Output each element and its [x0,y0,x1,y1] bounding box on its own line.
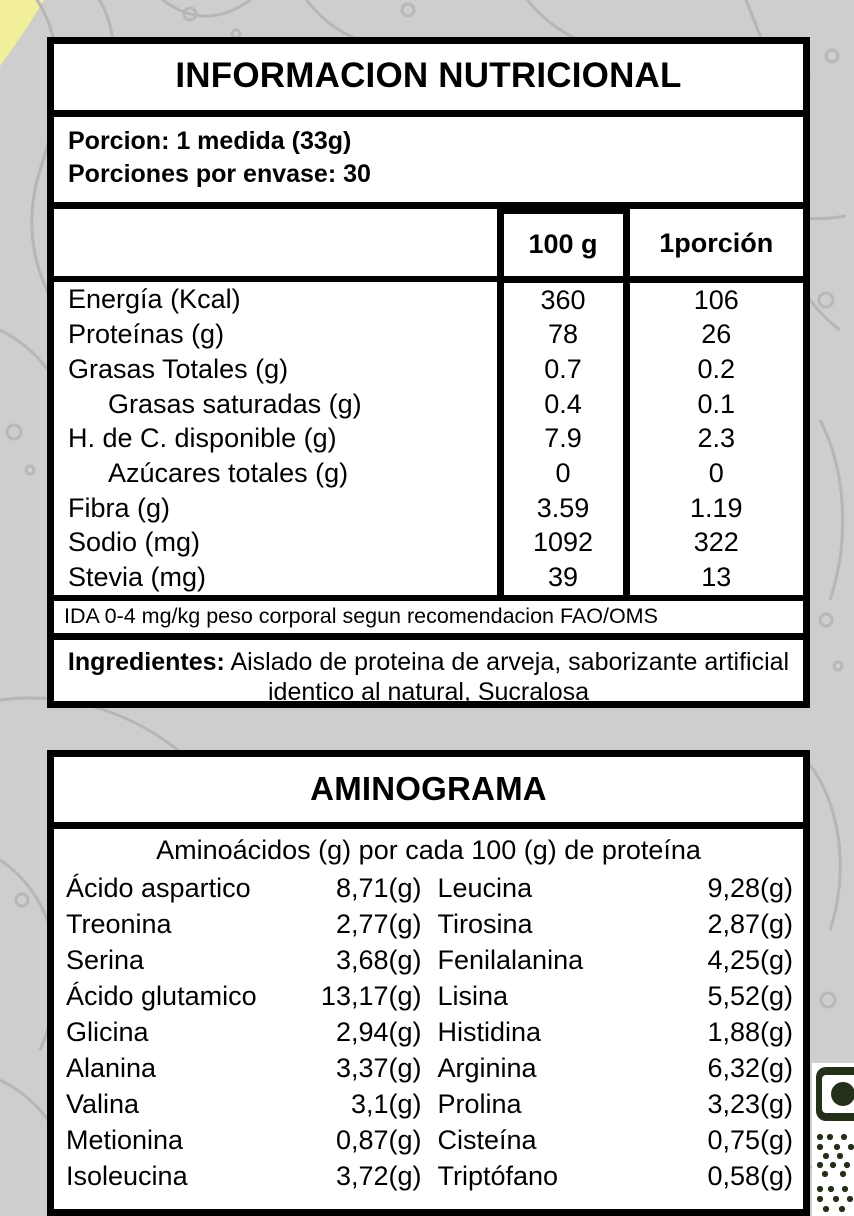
nutrient-value-per-portion: 2.3 [697,423,736,454]
amino-acid-value: 3,37(g) [335,1053,422,1083]
nutrient-value-per-100g: 0 [500,456,626,491]
nutrient-table-body [54,279,803,598]
nutrient-table [54,209,803,601]
amino-acid-name: Isoleucina [66,1161,188,1191]
nutrient-value-per-portion: 13 [626,560,803,598]
amino-acid-name: Tirosina [437,909,533,939]
nutrient-value-per-portion: 26 [701,319,732,350]
column-header-per-portion: 1porción [626,211,803,279]
amino-acid-name: Triptófano [437,1161,559,1191]
amino-acid-name: Valina [66,1089,140,1119]
amino-acid-row [66,1158,422,1194]
nutrient-label: Proteínas (g) [68,319,225,350]
amino-acid-row [438,1158,794,1194]
serving-size: Porcion: 1 medida (33g) [68,127,352,155]
amino-acid-name: Lisina [437,981,509,1011]
column-header-nutrient [54,211,500,279]
nutrient-value-per-portion: 322 [693,527,739,558]
nutrient-value-per-100g: 78 [500,317,626,352]
nutrient-value-per-100g: 39 [500,560,626,598]
aminogram-left-column [54,870,428,1194]
amino-acid-row [438,906,794,942]
nutrient-value-per-portion: 0 [708,458,724,489]
amino-acid-value: 0,87(g) [335,1125,422,1155]
aminogram-subtitle: Aminoácidos (g) por cada 100 (g) de proteína [156,835,701,865]
amino-acid-value: 13,17(g) [320,981,422,1011]
amino-acid-row [438,1122,794,1158]
amino-acid-row [438,870,794,906]
aminogram-panel [47,750,810,1216]
amino-acid-value: 3,1(g) [350,1089,422,1119]
nutrient-label: Energía (Kcal) [68,284,241,315]
amino-acid-name: Alanina [66,1053,157,1083]
amino-acid-name: Leucina [437,873,533,903]
aminogram-right-column [428,870,802,1194]
amino-acid-row [438,1050,794,1086]
table-row [54,279,803,317]
amino-acid-value: 4,25(g) [707,945,793,975]
nutrient-label: Grasas saturadas (g) [108,388,362,419]
amino-acid-name: Histidina [437,1017,542,1047]
amino-acid-value: 1,88(g) [707,1017,793,1047]
nutrient-value-per-100g: 360 [500,279,626,317]
nutrition-facts-panel [47,37,810,708]
qr-code[interactable] [812,1063,854,1216]
amino-acid-name: Metionina [66,1125,184,1155]
nutrient-value-per-portion: 106 [693,284,739,315]
amino-acid-name: Arginina [437,1053,537,1083]
table-row [54,421,803,456]
amino-acid-row [66,1050,422,1086]
table-row [54,456,803,491]
amino-acid-row [66,1014,422,1050]
amino-acid-row [66,978,422,1014]
nutrient-value-per-100g: 3.59 [500,491,626,526]
nutrient-label: H. de C. disponible (g) [68,423,337,454]
nutrient-label: Stevia (mg) [54,560,500,598]
nutrient-value-per-portion: 1.19 [689,492,743,523]
amino-acid-row [438,1014,794,1050]
qr-code-graphic [812,1063,854,1216]
amino-acid-row [66,1086,422,1122]
aminogram-panel-title: AMINOGRAMA [54,757,803,829]
ingredients-text: Aislado de proteina de arveja, saborizante artificial identico al natural, Sucralosa [224,647,790,706]
amino-acid-row [438,978,794,1014]
amino-acid-value: 3,23(g) [707,1089,793,1119]
amino-acid-value: 3,68(g) [335,945,422,975]
amino-acid-name: Treonina [66,909,172,939]
servings-per-container: Porciones por envase: 30 [68,160,371,189]
aminogram-columns [54,870,803,1194]
table-row [54,317,803,352]
ingredients-label: Ingredientes: [67,647,225,676]
table-row [54,387,803,422]
amino-acid-row [66,942,422,978]
ingredients-section [54,640,803,716]
amino-acid-row [438,942,794,978]
column-header-per-100g: 100 g [500,211,626,279]
nutrient-value-per-100g: 1092 [500,525,626,560]
amino-acid-name: Serina [66,945,145,975]
amino-acid-row [66,906,422,942]
amino-acid-row [66,870,422,906]
table-row [54,352,803,387]
amino-acid-name: Ácido glutamico [66,981,257,1011]
amino-acid-value: 2,87(g) [707,909,793,939]
ida-footnote: IDA 0-4 mg/kg peso corporal segun recomendacion FAO/OMS [54,601,803,640]
nutrient-label: Fibra (g) [68,492,171,523]
amino-acid-row [66,1122,422,1158]
amino-acid-value: 9,28(g) [707,873,793,903]
amino-acid-name: Glicina [66,1017,149,1047]
amino-acid-value: 6,32(g) [707,1053,793,1083]
amino-acid-name: Ácido aspartico [66,873,251,903]
nutrient-value-per-100g: 0.7 [500,352,626,387]
amino-acid-value: 8,71(g) [335,873,422,903]
amino-acid-value: 5,52(g) [707,981,793,1011]
table-row [54,491,803,526]
amino-acid-name: Prolina [437,1089,522,1119]
table-row [54,525,803,560]
amino-acid-name: Fenilalanina [437,945,584,975]
amino-acid-value: 2,77(g) [335,909,422,939]
table-row [54,560,803,598]
amino-acid-value: 2,94(g) [335,1017,422,1047]
nutrient-value-per-100g: 7.9 [500,421,626,456]
nutrition-panel-title: INFORMACION NUTRICIONAL [54,44,803,117]
amino-acid-row [438,1086,794,1122]
amino-acid-name: Cisteína [437,1125,537,1155]
nutrient-label: Sodio (mg) [68,527,201,558]
serving-information [54,117,803,209]
amino-acid-value: 0,58(g) [707,1161,793,1191]
nutrient-label: Azúcares totales (g) [108,458,349,489]
nutrient-value-per-100g: 0.4 [500,387,626,422]
amino-acid-value: 3,72(g) [335,1161,422,1191]
table-header-row [54,211,803,279]
amino-acid-value: 0,75(g) [707,1125,793,1155]
nutrient-table-header [54,211,803,279]
nutrient-value-per-portion: 0.1 [697,388,736,419]
nutrient-label: Grasas Totales (g) [68,353,289,384]
nutrient-value-per-portion: 0.2 [697,353,736,384]
